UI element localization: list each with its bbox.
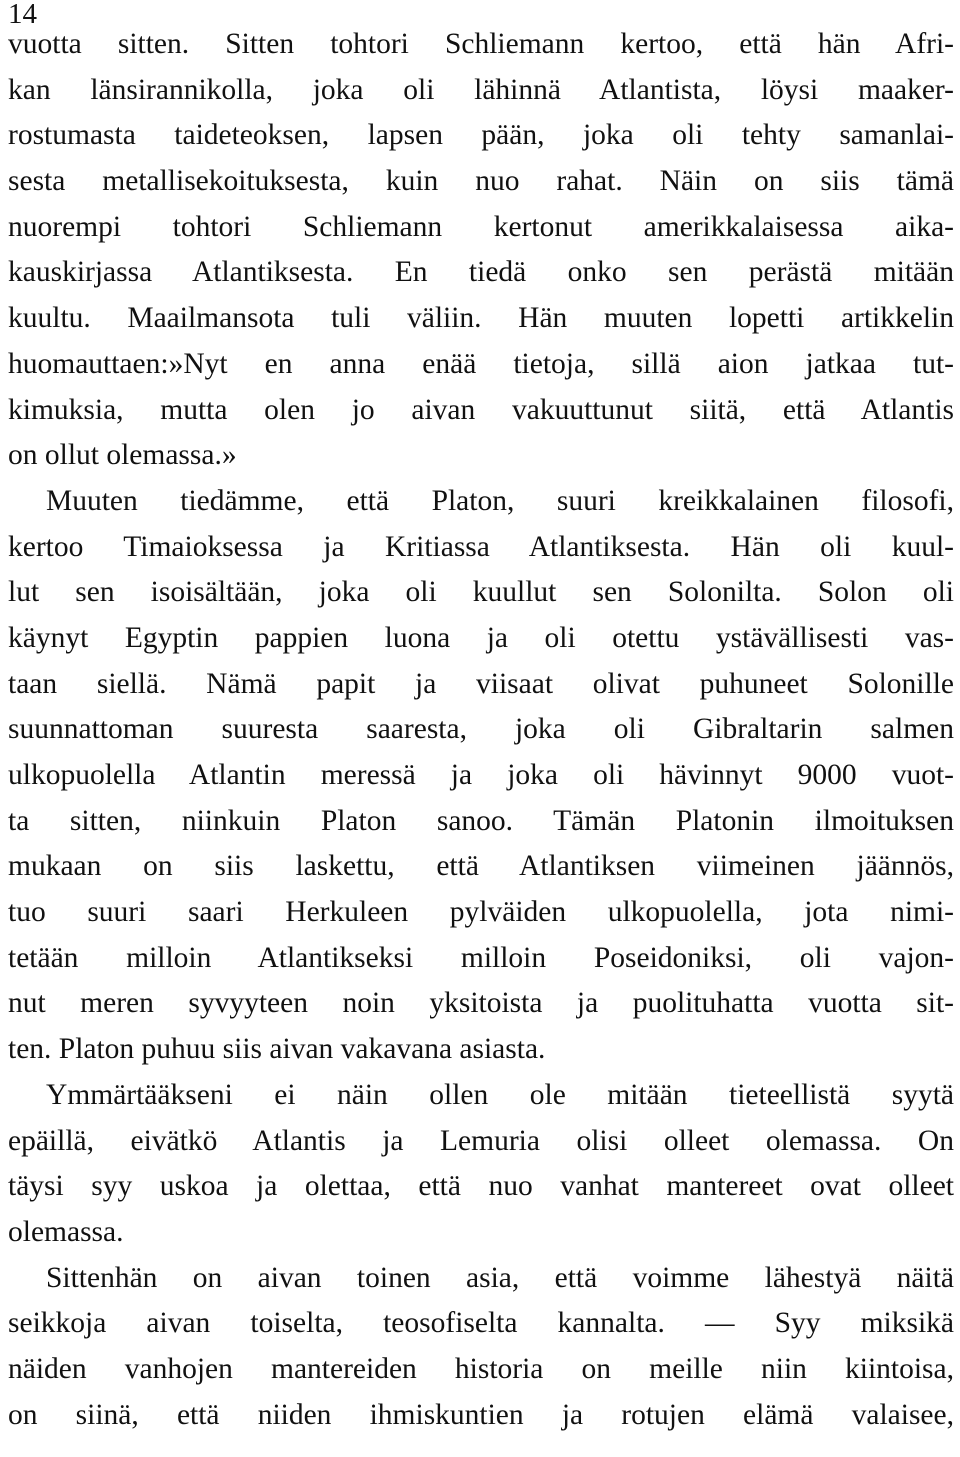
text-line: kertoo Timaioksessa ja Kritiassa Atlantiksesta. Hän oli kuul- [8,530,954,563]
page-number: 14 [8,0,37,30]
text-line: huomauttaen:»Nyt en anna enää tietoja, sillä aion jatkaa tut- [8,347,954,380]
text-line: suunnattoman suuresta saaresta, joka oli Gibraltarin salmen [8,713,954,746]
text-line: mukaan on siis laskettu, että Atlantiksen viimeinen jäännös, [8,850,954,883]
text-line: on ollut olemassa.» [8,439,237,472]
text-line: ulkopuolella Atlantin meressä ja joka oli hävinnyt 9000 vuot- [8,759,954,791]
text-line: olemassa. [8,1215,124,1248]
text-line: rostumasta taideteoksen, lapsen pään, joka oli tehty samanlai- [8,119,954,152]
text-line: sesta metallisekoituksesta, kuin nuo rahat. Näin on siis tämä [8,165,954,198]
text-line: kauskirjassa Atlantiksesta. En tiedä onko sen perästä mitään [8,256,954,289]
text-line: vuotta sitten. Sitten tohtori Schliemann kertoo, että hän Afri- [8,28,954,60]
text-line: taan siellä. Nämä papit ja viisaat olivat puhuneet Solonille [8,667,954,700]
text-line: lut sen isoisältään, joka oli kuullut sen Solonilta. Solon oli [8,576,954,609]
text-line: ta sitten, niinkuin Platon sanoo. Tämän Platonin ilmoituksen [8,804,954,837]
text-line: tetään milloin Atlantikseksi milloin Poseidoniksi, oli vajon- [8,941,954,974]
text-line: Muuten tiedämme, että Platon, suuri kreikkalainen filosofi, [46,484,954,517]
text-line: seikkoja aivan toiselta, teosofiselta kannalta. — Syy miksikä [8,1307,954,1340]
text-line: on siinä, että niiden ihmiskuntien ja rotujen elämä valaisee, [8,1398,954,1431]
text-line: täysi syy uskoa ja olettaa, että nuo vanhat mantereet ovat olleet [8,1170,954,1203]
text-line: nut meren syvyyteen noin yksitoista ja puolituhatta vuotta sit- [8,987,954,1020]
text-line: kimuksia, mutta olen jo aivan vakuuttunut siitä, että Atlantis [8,393,954,426]
text-line: Ymmärtääkseni ei näin ollen ole mitään tieteellistä syytä [46,1078,954,1111]
text-line: ten. Platon puhuu siis aivan vakavana asiasta. [8,1033,546,1066]
text-line: Sittenhän on aivan toinen asia, että voimme lähestyä näitä [46,1261,954,1294]
text-line: nuorempi tohtori Schliemann kertonut amerikkalaisessa aika- [8,210,954,243]
body-text [8,22,954,1438]
text-line: kuultu. Maailmansota tuli väliin. Hän muuten lopetti artikkelin [8,302,954,335]
text-line: epäillä, eivätkö Atlantis ja Lemuria olisi olleet olemassa. On [8,1124,954,1157]
text-line: kan länsirannikolla, joka oli lähinnä Atlantista, löysi maaker- [8,73,954,106]
text-line: näiden vanhojen mantereiden historia on meille niin kiintoisa, [8,1352,954,1385]
text-line: tuo suuri saari Herkuleen pylväiden ulkopuolella, jota nimi- [8,896,954,929]
text-line: käynyt Egyptin pappien luona ja oli otettu ystävällisesti vas- [8,621,954,654]
